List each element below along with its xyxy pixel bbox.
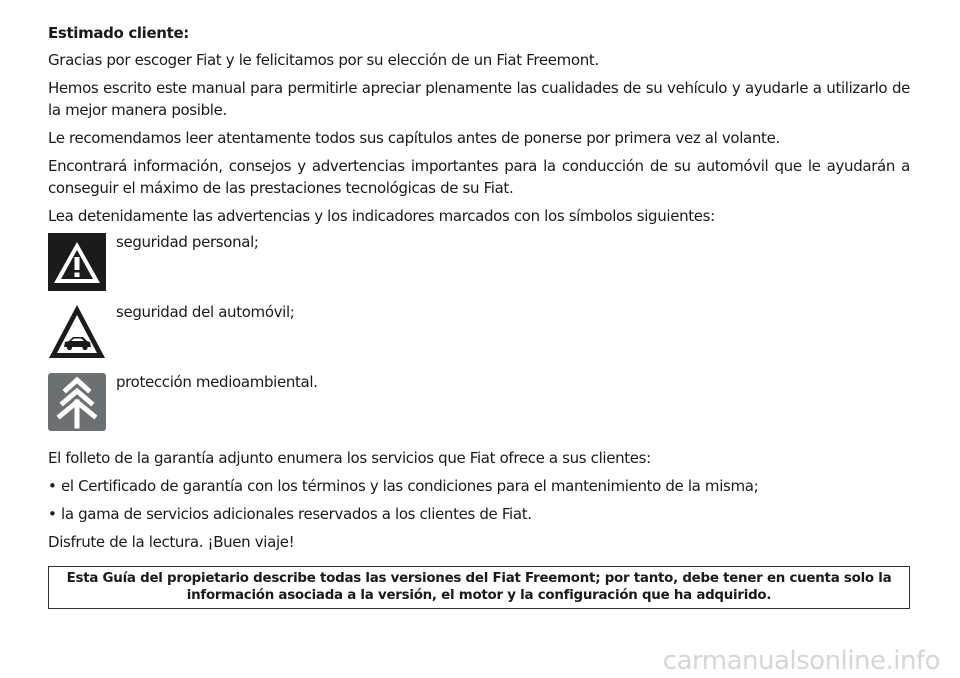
warning-triangle-icon (48, 233, 106, 291)
bullet-marker: • (48, 477, 57, 495)
symbol-label-environment: protección medioambiental. (116, 373, 318, 391)
warranty-bullet-item (48, 475, 910, 497)
symbol-row-personal-safety (48, 233, 910, 291)
warranty-intro-paragraph: El folleto de la garantía adjunto enumera los servicios que Fiat ofrece a sus clientes: (48, 449, 651, 467)
bullet-marker: • (48, 505, 57, 523)
symbol-row-environment (48, 373, 910, 431)
intro-paragraph-1: Gracias por escoger Fiat y le felicitamos por su elección de un Fiat Freemont. (48, 51, 599, 69)
warranty-bullet-text: la gama de servicios adicionales reservados a los clientes de Fiat. (61, 505, 532, 523)
intro-paragraph-2: Hemos escrito este manual para permitirle apreciar plenamente las cualidades de su vehículo y ayudarle a utilizarlo de la mejor manera posible. (48, 79, 910, 119)
symbol-label-personal-safety: seguridad personal; (116, 233, 259, 251)
watermark-text: carmanualsonline.info (662, 646, 940, 676)
car-warning-icon (48, 303, 106, 361)
warranty-bullet-item (48, 503, 910, 525)
symbol-label-vehicle-safety: seguridad del automóvil; (116, 303, 295, 321)
intro-paragraph-4: Encontrará información, consejos y advertencias importantes para la conducción de su automóvil que le ayudarán a conseguir el máximo de las prestaciones tecnológicas de su Fiat. (48, 157, 910, 197)
greeting-heading: Estimado cliente: (48, 24, 189, 42)
manual-page (48, 22, 910, 609)
owners-guide-note-box: Esta Guía del propietario describe todas las versiones del Fiat Freemont; por tanto, debe tener en cuenta solo la información asociada a la versión, el motor y la configuración que ha adquirido. (48, 566, 910, 609)
symbols-legend (48, 233, 910, 431)
warranty-bullet-text: el Certificado de garantía con los términos y las condiciones para el mantenimiento de la misma; (61, 477, 759, 495)
symbols-intro-paragraph: Lea detenidamente las advertencias y los indicadores marcados con los símbolos siguientes: (48, 207, 715, 225)
closing-paragraph: Disfrute de la lectura. ¡Buen viaje! (48, 533, 295, 551)
intro-paragraph-3: Le recomendamos leer atentamente todos sus capítulos antes de ponerse por primera vez al volante. (48, 129, 780, 147)
tree-environment-icon (48, 373, 106, 431)
symbol-row-vehicle-safety (48, 303, 910, 361)
